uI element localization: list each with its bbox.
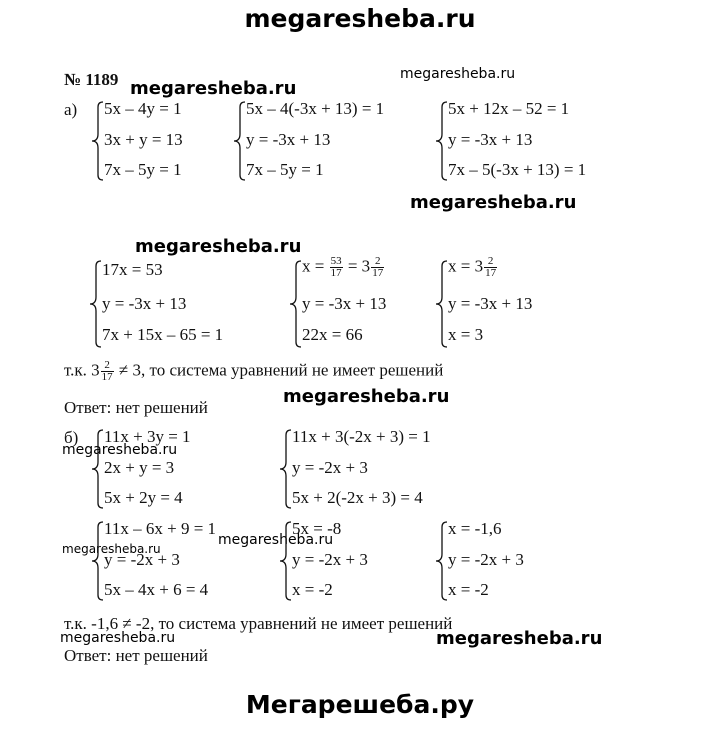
system-a3 [434,96,634,186]
part-a-label: а) [64,100,78,119]
text: = 3 [343,256,371,276]
equation: 5x + 2y = 4 [104,488,183,507]
part-a-conclusion [64,360,443,383]
equation: y = -3x + 13 [448,294,533,313]
watermark: megaresheba.ru [436,628,603,649]
system-a2 [232,96,432,186]
equation: y = -3x + 13 [302,294,387,313]
system-b2 [278,424,518,514]
site-header[interactable]: megaresheba.ru [244,4,476,33]
watermark: megaresheba.ru [283,386,450,407]
part-b-answer: Ответ: нет решений [64,646,208,665]
equation: 22x = 66 [302,325,363,344]
equation: x = -2 [292,580,333,599]
denominator: 17 [101,371,113,383]
equation: y = -3x + 13 [102,294,187,313]
equation: 7x – 5(-3x + 13) = 1 [448,160,587,179]
system-a6 [434,256,594,352]
equation: 5x – 4(-3x + 13) = 1 [246,99,385,118]
equation: 11x + 3y = 1 [104,427,191,446]
equation: 5x – 4x + 6 = 4 [104,580,209,599]
equation: y = -3x + 13 [448,130,533,149]
watermark: megaresheba.ru [60,630,176,646]
denominator: 17 [372,267,384,279]
numerator: 53 [330,255,342,267]
part-b-label: б) [64,428,79,447]
fraction [330,256,343,279]
equation: 11x – 6x + 9 = 1 [104,519,217,538]
equation: 5x = -8 [292,519,342,538]
equation: 5x – 4y = 1 [104,99,182,118]
equation: 7x – 5y = 1 [246,160,324,179]
task-number: № 1189 [64,70,119,89]
text: x = [302,256,329,276]
site-footer[interactable]: Мегарешеба.ру [245,690,475,719]
fraction [101,360,114,383]
equation: 5x + 12x – 52 = 1 [448,99,570,118]
system-a5 [288,256,448,352]
equation: 11x + 3(-2x + 3) = 1 [292,427,431,446]
equation: 7x – 5y = 1 [104,160,182,179]
equation: 7x + 15x – 65 = 1 [102,325,224,344]
system-a1 [90,96,250,186]
equation: x = -1,6 [448,519,502,538]
numerator: 2 [484,256,497,268]
equation: y = -2x + 3 [292,458,368,477]
part-a-answer: Ответ: нет решений [64,398,208,417]
watermark: megaresheba.ru [130,78,297,99]
system-b3 [90,516,290,606]
watermark: megaresheba.ru [135,236,302,257]
fraction [484,256,497,279]
equation: 3x + y = 13 [104,130,183,149]
system-b5 [434,516,584,606]
equation: 17x = 53 [102,260,163,279]
denominator: 17 [485,267,497,279]
equation: y = -2x + 3 [292,550,368,569]
equation: 5x + 2(-2x + 3) = 4 [292,488,423,507]
fraction [371,256,384,279]
equation: y = -3x + 13 [246,130,331,149]
equation [448,256,498,279]
text: x = 3 [448,256,484,276]
equation: 2x + y = 3 [104,458,175,477]
part-b-conclusion: т.к. -1,6 ≠ -2, то система уравнений не имеет решений [64,614,453,633]
system-b1 [90,424,250,514]
system-b4 [278,516,428,606]
equation: x = -2 [448,580,489,599]
equation: x = 3 [448,325,484,344]
watermark: megaresheba.ru [400,66,516,82]
denominator: 17 [330,267,342,279]
numerator: 2 [101,360,114,372]
equation [302,256,385,279]
watermark: megaresheba.ru [62,542,161,556]
equation: y = -2x + 3 [448,550,524,569]
numerator: 2 [371,256,384,268]
text: ≠ 3, то система уравнений не имеет решений [114,360,444,380]
text: т.к. 3 [64,360,100,380]
equation: y = -2x + 3 [104,550,180,569]
watermark: megaresheba.ru [410,192,577,213]
watermark: megaresheba.ru [62,442,178,458]
system-a4 [88,256,288,352]
watermark: megaresheba.ru [218,532,334,548]
